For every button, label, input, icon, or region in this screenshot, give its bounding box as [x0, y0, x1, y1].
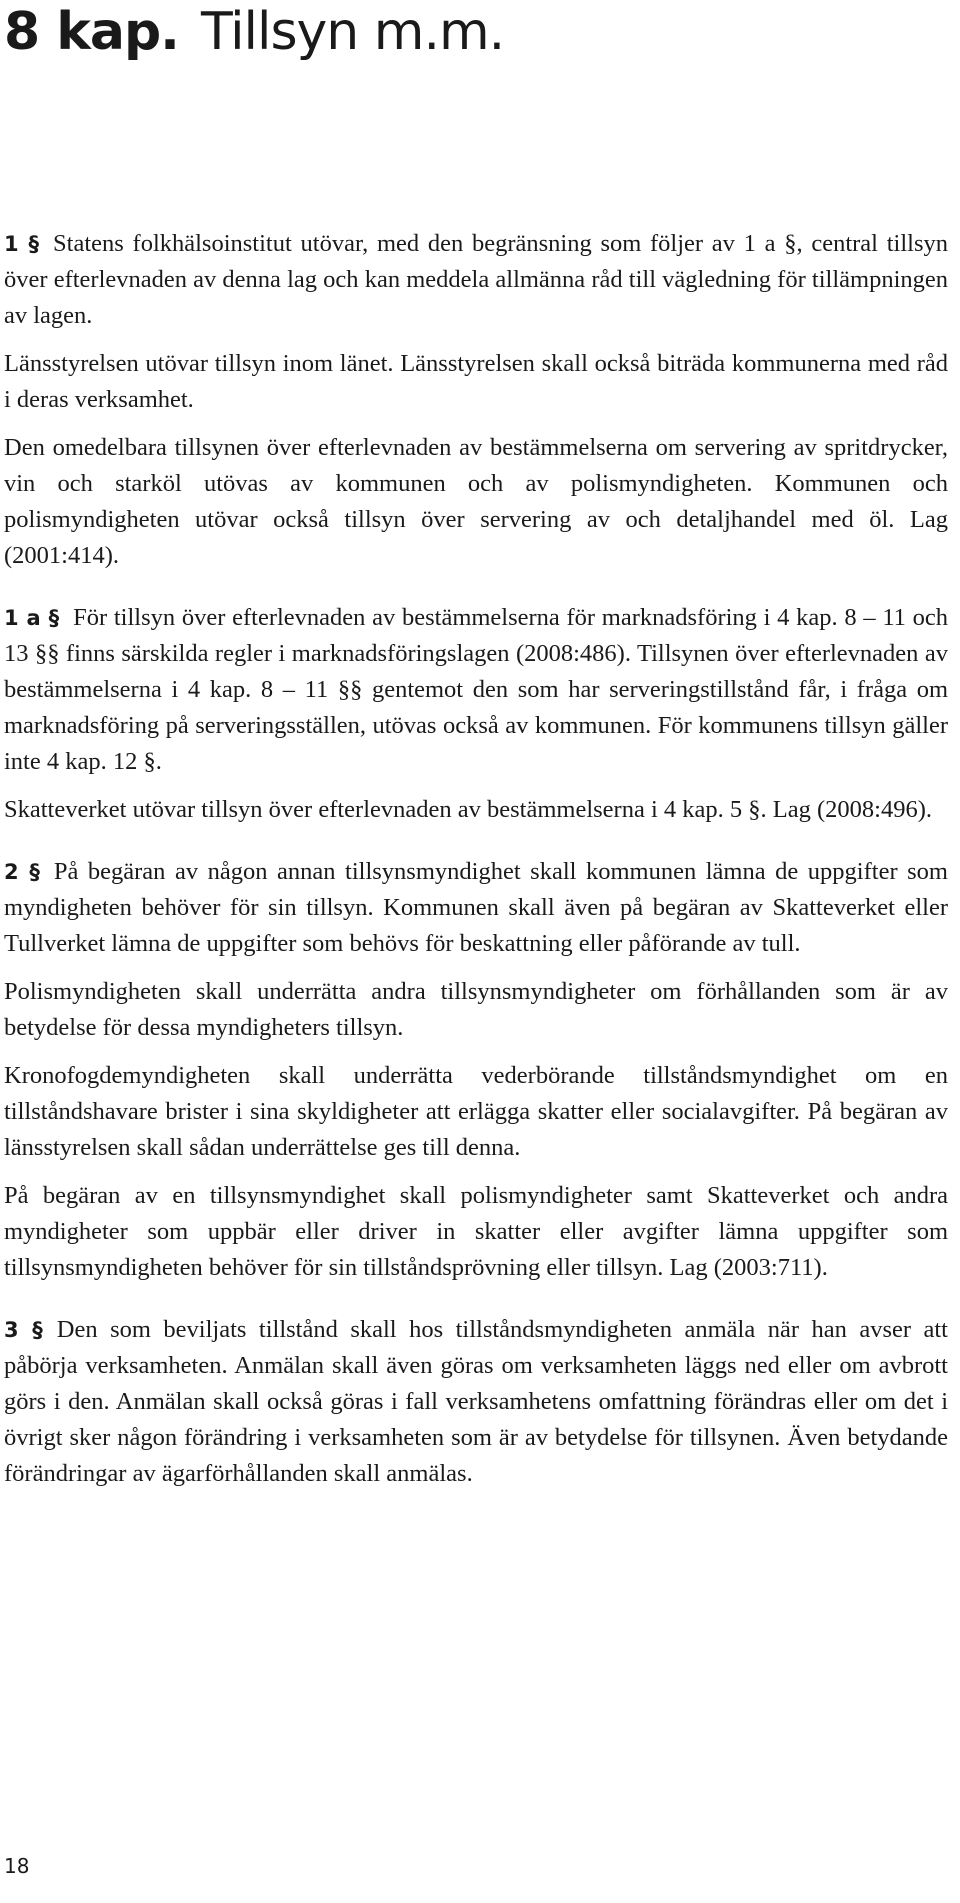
section-1-text-3: Den omedelbara tillsynen över efterlevnaden av bestämmelserna om servering av spritdrycker, vin och starköl utövas av kommunen och av polismyndigheten. Kommunen och polismyndigheten utövar också tillsyn över servering av och detaljhandel med öl. Lag (2001:414). — [4, 434, 948, 569]
section-1-paragraph-3 — [4, 430, 948, 574]
chapter-number: 8 kap. — [4, 2, 179, 62]
section-2-paragraph-2 — [4, 974, 948, 1046]
section-1a-text-2: Skatteverket utövar tillsyn över efterlevnaden av bestämmelserna i 4 kap. 5 §. Lag (2008:496). — [4, 796, 932, 823]
section-3-text-1: Den som beviljats tillstånd skall hos tillståndsmyndigheten anmäla när han avser att påbörja verksamheten. Anmälan skall även göras om verksamheten läggs ned eller om avbrott görs i den. Anmälan skall också göras i fall verksamhetens omfattning förändras eller om det i övrigt sker någon förändring i verksamheten som är av betydelse för tillsynen. Även betydande förändringar av ägarförhållanden skall anmälas. — [4, 1316, 948, 1487]
section-mark-3: 3 § — [4, 1318, 43, 1342]
section-1-paragraph-1 — [4, 226, 948, 334]
section-2-text-3: Kronofogdemyndigheten skall underrätta vederbörande tillståndsmyndighet om en tillståndshavare brister i sina skyldigheter att erlägga skatter eller socialavgifter. På begäran av länsstyrelsen skall sådan underrättelse ges till denna. — [4, 1062, 948, 1161]
section-2-paragraph-3 — [4, 1058, 948, 1166]
chapter-title: Tillsyn m.m. — [200, 2, 505, 62]
section-3-paragraph-1 — [4, 1312, 948, 1492]
section-1a-text-1: För tillsyn över efterlevnaden av bestämmelserna för marknadsföring i 4 kap. 8 – 11 och 13 §§ finns särskilda regler i marknadsföringslagen (2008:486). Tillsynen över efterlevnaden av bestämmelserna i 4 kap. 8 – 11 §§ gentemot den som har serveringstillstånd får, i fråga om marknadsföring på serveringsställen, utövas också av kommunen. För kommunens tillsyn gäller inte 4 kap. 12 §. — [4, 604, 949, 775]
section-1-paragraph-2 — [4, 346, 948, 418]
section-1-text-1: Statens folkhälsoinstitut utövar, med den begränsning som följer av 1 a §, central tillsyn över efterlevnaden av denna lag och kan meddela allmänna råd till vägledning för tillämpningen av lagen. — [4, 230, 948, 329]
section-2-text-2: Polismyndigheten skall underrätta andra tillsynsmyndigheter om förhållanden som är av betydelse för dessa myndigheters tillsyn. — [4, 978, 948, 1041]
section-mark-2: 2 § — [4, 860, 40, 884]
section-1a-paragraph-2 — [4, 792, 948, 828]
document-body — [4, 226, 948, 1504]
section-2-text-4: På begäran av en tillsynsmyndighet skall polismyndigheter samt Skatteverket och andra myndigheter som uppbär eller driver in skatter eller avgifter lämna uppgifter som tillsynsmyndigheten behöver för sin tillståndsprövning eller tillsyn. Lag (2003:711). — [4, 1182, 948, 1281]
section-1a-paragraph-1 — [4, 600, 948, 780]
section-1-text-2: Länsstyrelsen utövar tillsyn inom länet. Länsstyrelsen skall också biträda kommunerna med råd i deras verksamhet. — [4, 350, 948, 413]
section-2-paragraph-4 — [4, 1178, 948, 1286]
chapter-heading — [4, 0, 504, 64]
section-mark-1a: 1 a § — [4, 606, 60, 630]
page-number: 18 — [4, 1854, 30, 1878]
section-2-text-1: På begäran av någon annan tillsynsmyndighet skall kommunen lämna de uppgifter som myndigheten behöver för sin tillsyn. Kommunen skall även på begäran av Skatteverket eller Tullverket lämna de uppgifter som behövs för beskattning eller påförande av tull. — [4, 858, 948, 957]
section-2-paragraph-1 — [4, 854, 948, 962]
section-mark-1: 1 § — [4, 232, 40, 256]
